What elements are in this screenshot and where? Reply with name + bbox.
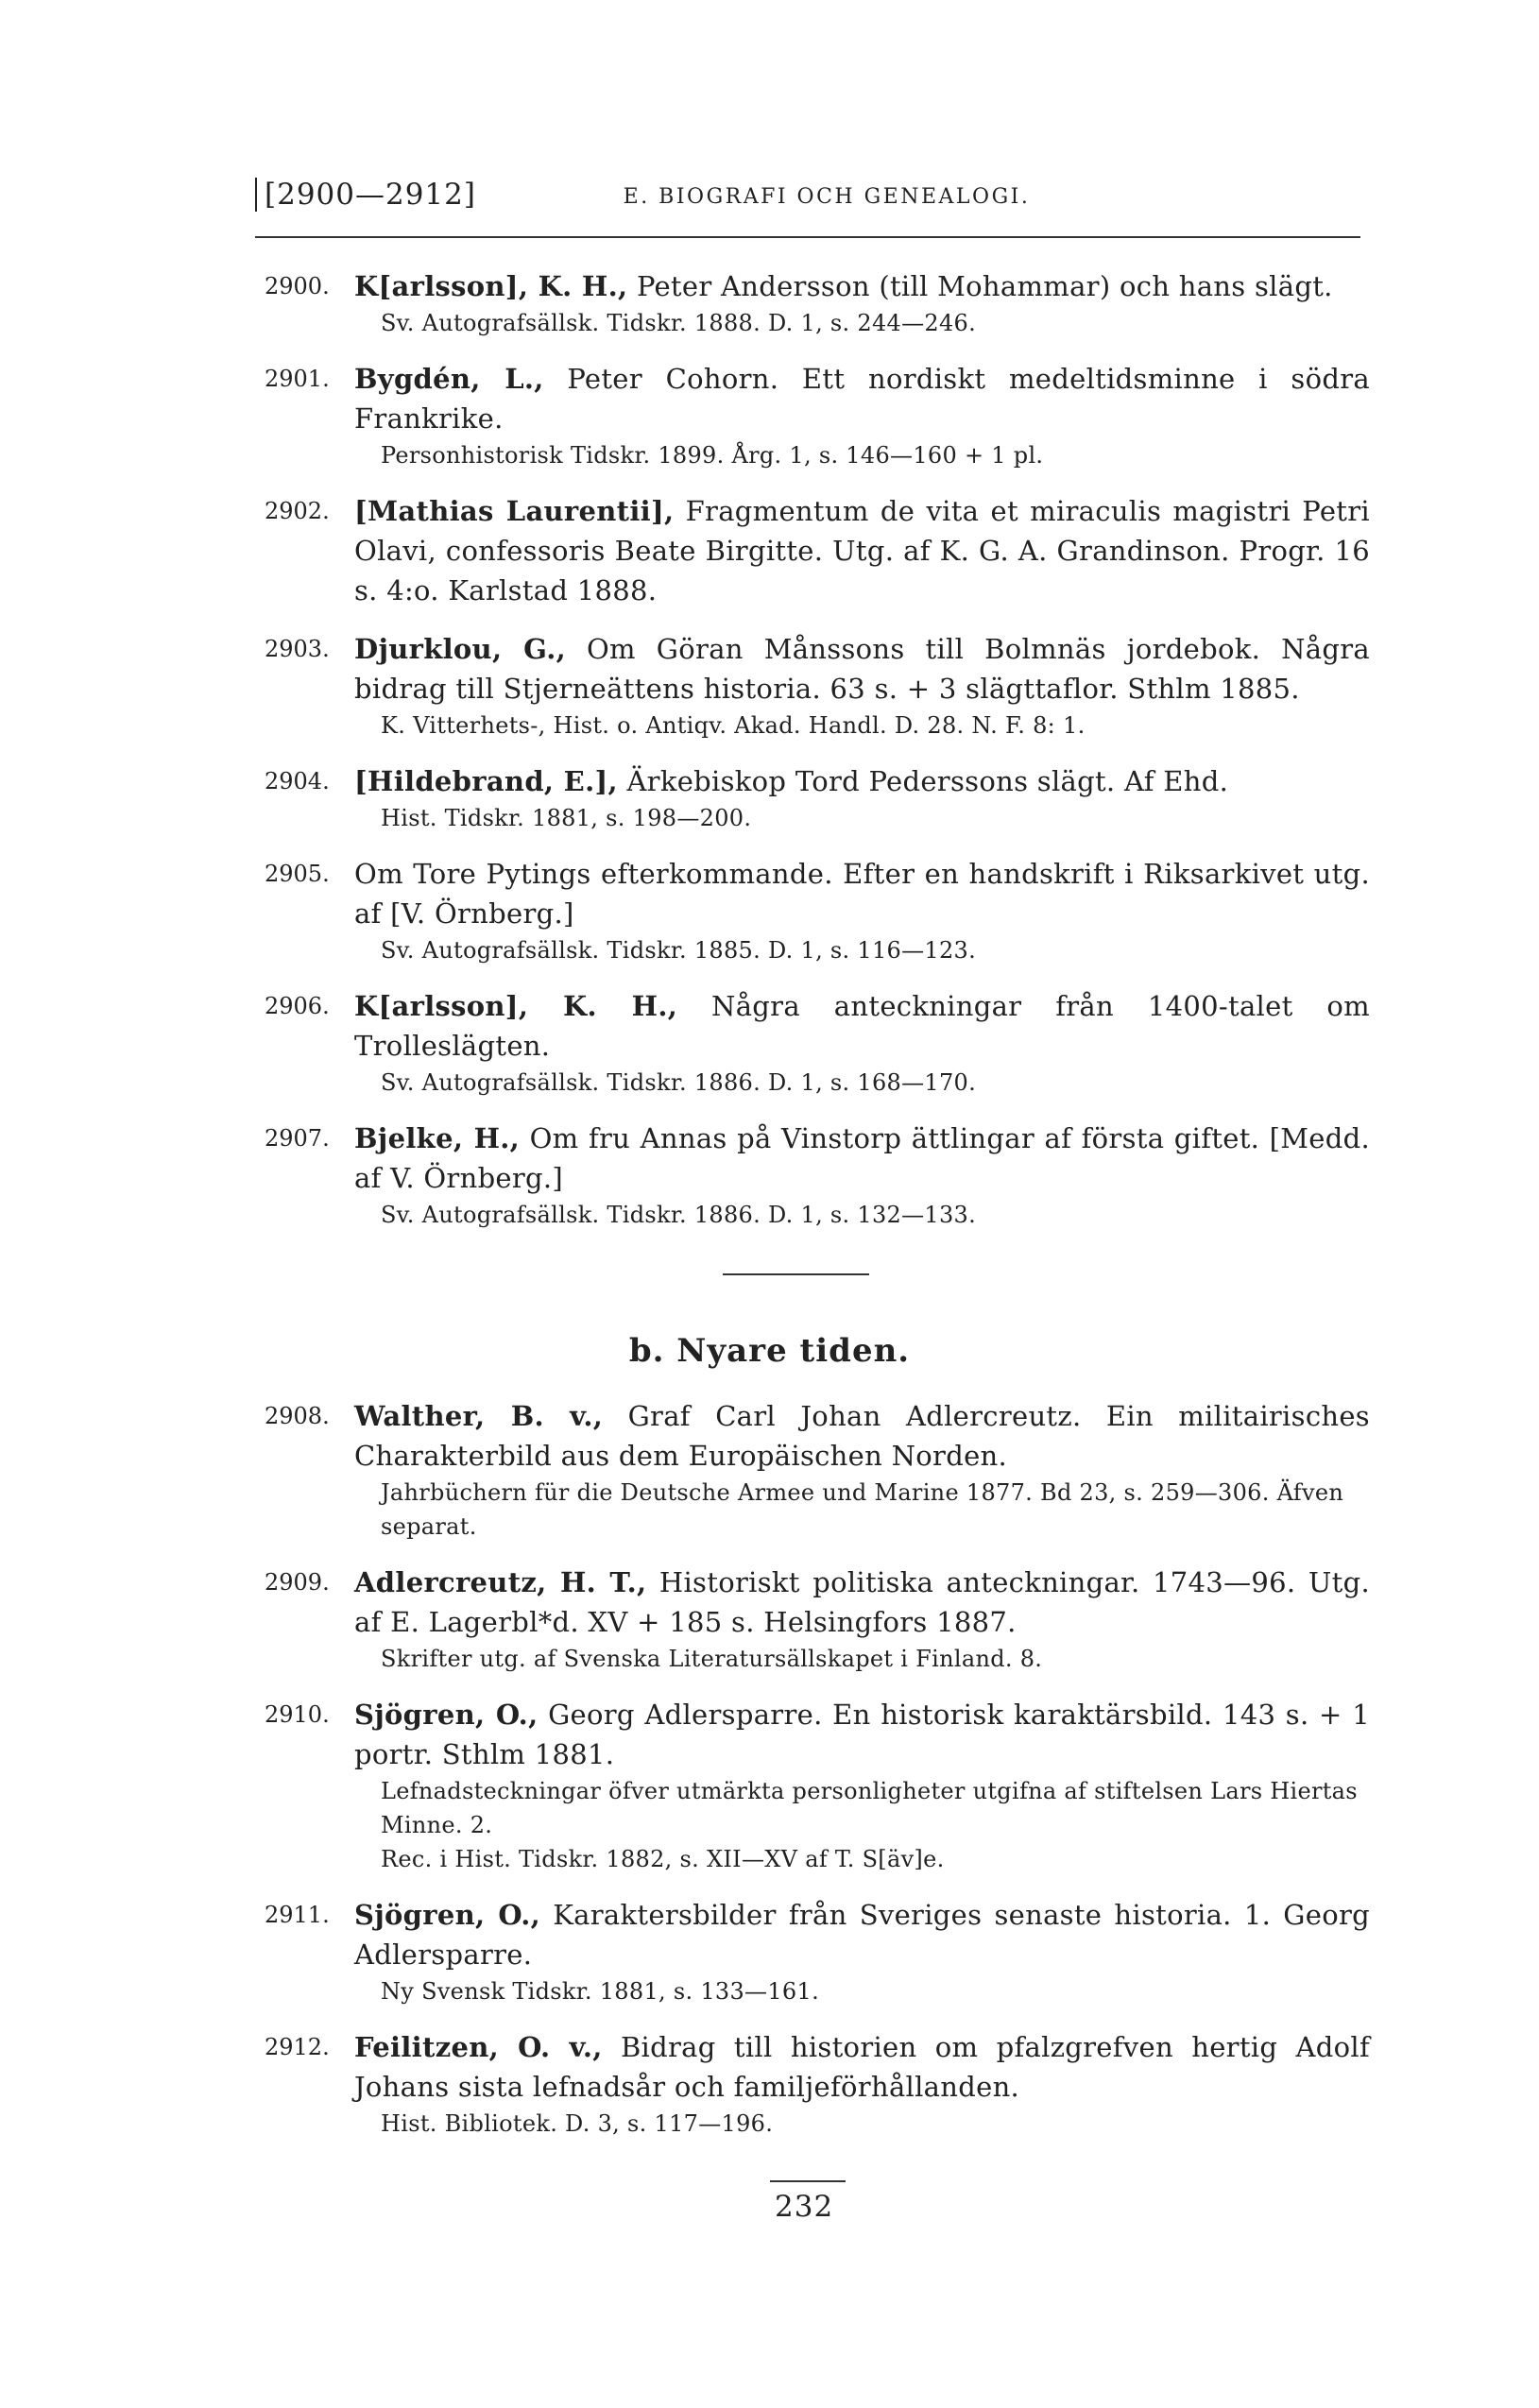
entry-text: [354, 761, 1370, 801]
entry-2907: [265, 1119, 1370, 1232]
page-header: [255, 178, 1360, 234]
entry-2903: [265, 629, 1370, 743]
entry-text: [354, 1396, 1370, 1476]
entry-text: [354, 2027, 1370, 2107]
section-title: E. BIOGRAFI OCH GENEALOGI.: [623, 185, 1031, 209]
entry-text: [354, 854, 1370, 933]
entry-title: Om Göran Månssons till Bolmnäs jordebok. Några bidrag till Stjerneättens historia. 63 s. + 3 slägttaflor. Sthlm 1885.: [354, 633, 1370, 705]
page-number-rule: [770, 2180, 846, 2182]
entry-title: Peter Andersson (till Mohammar) och hans slägt.: [636, 270, 1333, 302]
entry-2910: [265, 1695, 1370, 1876]
entry-number: 2909.: [265, 1569, 330, 1596]
entry-text: [354, 1895, 1370, 1974]
entry-source: Sv. Autografsällsk. Tidskr. 1885. D. 1, s. 116—123.: [381, 937, 977, 964]
entry-title: Historiskt politiska anteckningar. 1743—96. Utg. af E. Lagerbl*d. XV + 185 s. Helsingfors 1887.: [354, 1566, 1370, 1638]
section-heading: b. Nyare tiden.: [628, 1332, 911, 1370]
entry-text: [354, 629, 1370, 709]
entry-source: Lefnadsteckningar öfver utmärkta personligheter utgifna af stiftelsen Lars Hiertas Minne. 2.: [381, 1778, 1358, 1838]
entry-2902: [265, 491, 1370, 610]
entry-number: 2904.: [265, 768, 330, 794]
section-divider: [723, 1273, 869, 1275]
entry-2900: [265, 266, 1370, 340]
entry-title: Georg Adlersparre. En historisk karaktärsbild. 143 s. + 1 portr. Sthlm 1881.: [354, 1699, 1370, 1770]
entry-text: [354, 491, 1370, 610]
entry-source: Sv. Autografsällsk. Tidskr. 1888. D. 1, s. 244—246.: [381, 310, 977, 336]
entry-number: 2908.: [265, 1403, 330, 1429]
entry-2904: [265, 761, 1370, 835]
entry-title: Ärkebiskop Tord Pederssons slägt. Af Ehd.: [626, 765, 1229, 797]
entry-number: 2912.: [265, 2034, 330, 2060]
entry-title: Några anteckningar från 1400-talet om Trolleslägten.: [354, 990, 1370, 1062]
entry-author: Adlercreutz, H. T.,: [354, 1566, 647, 1598]
entry-number: 2906.: [265, 993, 330, 1019]
entry-title: Om fru Annas på Vinstorp ättlingar af första giftet. [Medd. af V. Örnberg.]: [354, 1122, 1370, 1194]
entry-author: Djurklou, G.,: [354, 633, 566, 665]
entry-source: Hist. Bibliotek. D. 3, s. 117—196.: [381, 2110, 774, 2137]
page-number: 232: [775, 2190, 834, 2224]
entry-source: Personhistorisk Tidskr. 1899. Årg. 1, s. 146—160 + 1 pl.: [381, 442, 1044, 469]
entry-title: Fragmentum de vita et miraculis magistri Petri Olavi, confessoris Beate Birgitte. Utg. af K. G. A. Grandinson. Progr. 16 s. 4:o. Karlstad 1888.: [354, 495, 1370, 606]
entry-source: Sv. Autografsällsk. Tidskr. 1886. D. 1, s. 168—170.: [381, 1069, 977, 1096]
entry-number: 2905.: [265, 861, 330, 887]
entry-title: Graf Carl Johan Adlercreutz. Ein militairisches Charakterbild aus dem Europäischen Norden.: [354, 1400, 1370, 1472]
entry-author: [Hildebrand, E.],: [354, 765, 618, 797]
header-rule: [255, 236, 1360, 238]
entry-author: Sjögren, O.,: [354, 1699, 539, 1731]
entry-range: [2900—2912]: [255, 178, 476, 212]
entry-source: Jahrbüchern für die Deutsche Armee und Marine 1877. Bd 23, s. 259—306. Äfven separat.: [381, 1479, 1344, 1540]
entry-number: 2902.: [265, 498, 330, 524]
entry-author: Sjögren, O.,: [354, 1899, 541, 1931]
entry-text: [354, 1563, 1370, 1642]
entry-text: [354, 359, 1370, 438]
entry-source: Hist. Tidskr. 1881, s. 198—200.: [381, 805, 752, 831]
entry-source: Sv. Autografsällsk. Tidskr. 1886. D. 1, s. 132—133.: [381, 1202, 977, 1228]
entry-author: K[arlsson], K. H.,: [354, 270, 628, 302]
entry-2901: [265, 359, 1370, 472]
entry-number: 2901.: [265, 366, 330, 392]
entry-author: [Mathias Laurentii],: [354, 495, 675, 527]
entry-2906: [265, 986, 1370, 1100]
entry-number: 2900.: [265, 273, 330, 299]
entry-source: Ny Svensk Tidskr. 1881, s. 133—161.: [381, 1978, 819, 2005]
entry-author: Bygdén, L.,: [354, 363, 544, 395]
entry-2909: [265, 1563, 1370, 1676]
entry-author: Walther, B. v.,: [354, 1400, 604, 1432]
entry-author: Feilitzen, O. v.,: [354, 2031, 603, 2063]
entry-text: [354, 266, 1370, 306]
entry-title: Peter Cohorn. Ett nordiskt medeltidsminne i södra Frankrike.: [354, 363, 1370, 435]
entry-text: [354, 1119, 1370, 1198]
entry-number: 2911.: [265, 1902, 330, 1928]
entry-title: Bidrag till historien om pfalzgrefven hertig Adolf Johans sista lefnadsår och familjeförhållanden.: [354, 2031, 1370, 2103]
entry-list-a: [265, 266, 1370, 1232]
entry-number: 2910.: [265, 1701, 330, 1728]
entry-number: 2903.: [265, 636, 330, 662]
entry-2912: [265, 2027, 1370, 2141]
entry-review: Rec. i Hist. Tidskr. 1882, s. XII—XV af T. S[äv]e.: [381, 1846, 945, 1872]
entry-text: [354, 986, 1370, 1066]
entry-author: Bjelke, H.,: [354, 1122, 521, 1154]
entry-text: [354, 1695, 1370, 1774]
entry-number: 2907.: [265, 1125, 330, 1152]
entry-title: Karaktersbilder från Sveriges senaste historia. 1. Georg Adlersparre.: [354, 1899, 1370, 1971]
entry-title: Om Tore Pytings efterkommande. Efter en handskrift i Riksarkivet utg. af [V. Örnberg.]: [354, 858, 1370, 930]
entry-author: K[arlsson], K. H.,: [354, 990, 678, 1022]
entry-2905: [265, 854, 1370, 967]
entry-source: Skrifter utg. af Svenska Literatursällskapet i Finland. 8.: [381, 1646, 1043, 1672]
entry-2908: [265, 1396, 1370, 1544]
entry-source: K. Vitterhets-, Hist. o. Antiqv. Akad. Handl. D. 28. N. F. 8: 1.: [381, 712, 1086, 739]
entry-list-b: [265, 1396, 1370, 2141]
entry-2911: [265, 1895, 1370, 2008]
